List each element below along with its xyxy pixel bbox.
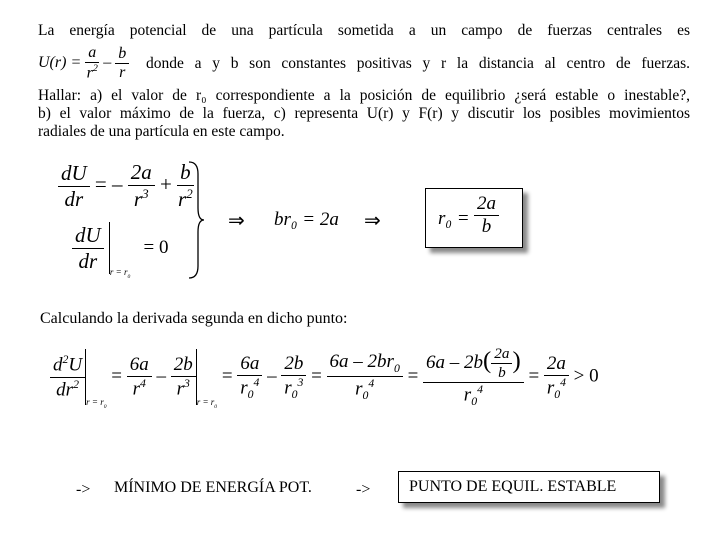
problem-statement [38,22,690,40]
stable-equilibrium-label: PUNTO DE EQUIL. ESTABLE [409,478,617,495]
potential-lhs: U(r) = [38,53,82,71]
equilibrium-result-label: r₀ = [438,208,470,229]
equilibrium-condition: $\frac{dU}{dr}$ $_{r = r_0}$ = 0 [72,222,169,280]
fraction-a-over-r2: $\frac{a}{r^2}$ [86,44,98,82]
minimum-energy-label: MÍNIMO DE ENERGÍA POT. [114,479,312,496]
problem-questions [38,87,690,141]
conclusion-arrow-1: -> [76,481,91,498]
conclusion-arrow-2: -> [356,481,371,498]
equilibrium-equation: br₀ = 2a [274,209,339,230]
second-derivative-expression: $\frac{d^2U}{dr^2}$ $_{r = r_0}$ = $\frac{6a}{r^4}$ – $\frac{2b}{r^3}$ $_{r = r_0}$ = $\frac{6a}{r_0^4}$ – $\frac{2b}{r_0^3}$ = $\frac{6a - 2br_0}{r_0^4}$ = 6a – 2b( $\frac{2a}{b}$ ) $r_0^4$ = $\frac{2a}{r_0^4}$ > 0 [50,345,599,410]
problem-line-2-text: donde a y b son constantes positivas y r la distancia al centro de fuerzas. [146,55,690,72]
fraction-b-over-r: $\frac{b}{r}$ [115,45,129,82]
right-brace [186,160,206,280]
problem-line-1: La energía potencial de una partícula sometida a un campo de fuerzas centrales es [38,22,690,39]
implies-arrow-1: ⇒ [228,208,245,232]
problem-line-5: radiales de una partícula en este campo. [38,123,285,140]
potential-formula: U(r) = $\frac{a}{r^2}$ – $\frac{b}{r}$ [38,44,129,82]
problem-line-3: Hallar: a) el valor de r₀ correspondiente a la posición de equilibrio ¿será estable o inestable?, [38,87,690,104]
equilibrium-result-box [425,188,523,248]
second-derivative-heading: Calculando la derivada segunda en dicho punto: [40,310,348,327]
problem-line-4: b) el valor máximo de la fuerza, c) representa U(r) y F(r) y discutir los posibles movimientos [38,105,690,122]
implies-arrow-2: ⇒ [364,208,381,232]
stable-equilibrium-box [398,471,660,503]
positive-result: > 0 [573,365,599,387]
equilibrium-result-fraction: $\frac{2a}{b}$ [474,193,499,238]
first-derivative-expression: $\frac{dU}{dr}$ = – $\frac{2a}{r^3}$ + $\frac{b}{r^2}$ [58,160,194,212]
